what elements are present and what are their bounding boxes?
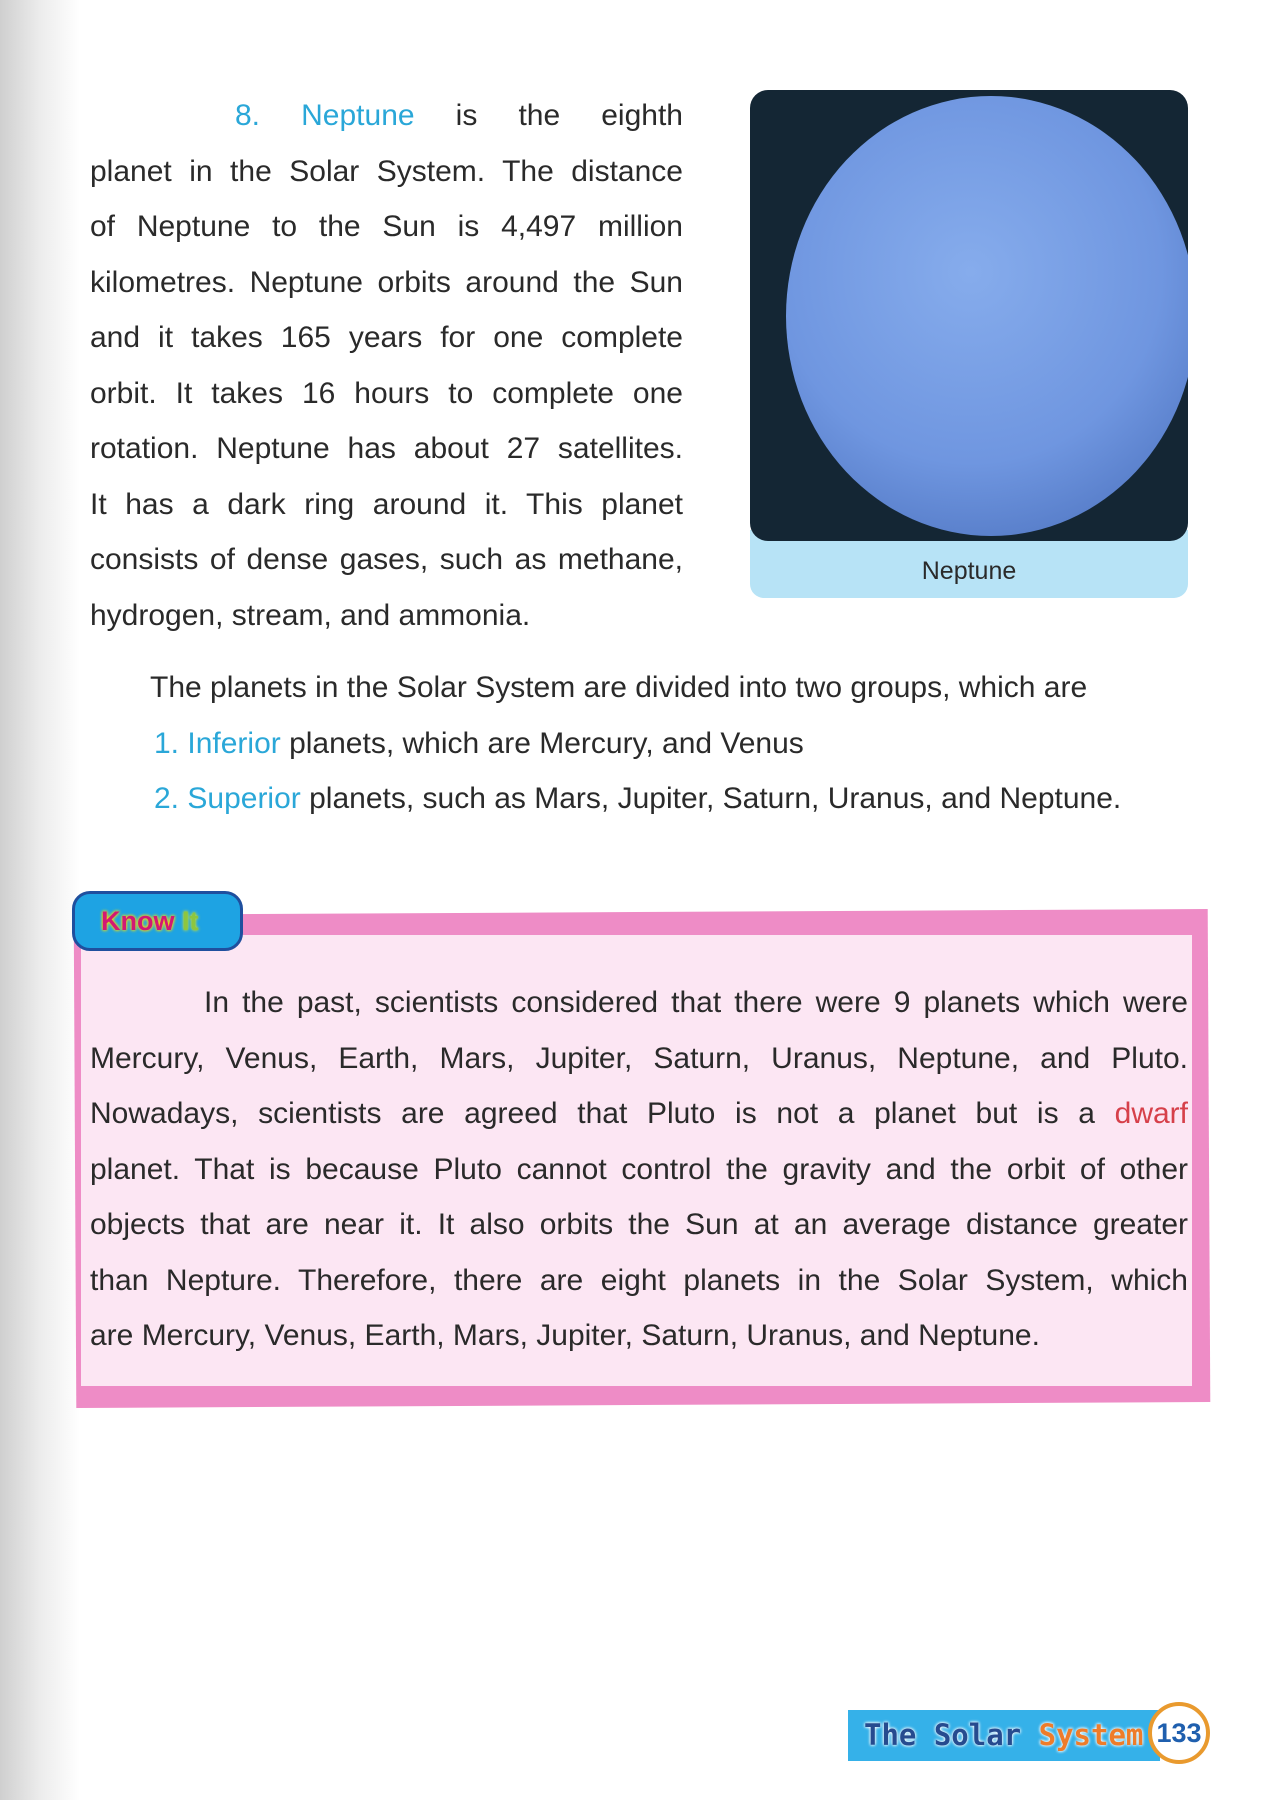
neptune-term: Neptune <box>301 99 415 132</box>
list-text: planets, which are Mercury, and Venus <box>280 726 804 760</box>
text-line: and it takes 165 years for one complete <box>90 321 683 354</box>
know-it-text <box>90 975 1188 1364</box>
dwarf-term: dwarf <box>1114 1097 1188 1130</box>
list-number: 1. <box>154 726 180 760</box>
text-line: consists of dense gases, such as methane, <box>90 543 683 576</box>
groups-intro: The planets in the Solar System are divided into two groups, which are <box>150 671 1088 704</box>
text-line: planet. That is because Pluto cannot control the gravity and the orbit of other <box>90 1152 1188 1186</box>
text-line: rotation. Neptune has about 27 satellites. <box>90 432 683 465</box>
text-line: of Neptune to the Sun is 4,497 million <box>90 210 683 243</box>
know-it-badge <box>72 891 243 951</box>
text-line: is the eighth <box>414 99 683 132</box>
page-number: 133 <box>1148 1702 1210 1764</box>
chapter-footer <box>848 1710 1160 1761</box>
text-line: than Nepture. Therefore, there are eight planets in the Solar System, which <box>90 1263 1188 1297</box>
text-line: It has a dark ring around it. This planet <box>90 487 683 521</box>
planet-groups <box>150 660 1121 827</box>
text-line: planet in the Solar System. The distance <box>90 154 683 188</box>
badge-it: It <box>182 906 199 936</box>
text-line: In the past, scientists considered that there were 9 planets which were <box>204 986 1188 1019</box>
list-term: Superior <box>187 782 301 815</box>
list-item <box>154 771 1121 827</box>
text-line: kilometres. Neptune orbits around the Sun <box>90 265 683 299</box>
item-number: 8. <box>235 99 261 132</box>
list-term: Inferior <box>187 726 281 760</box>
badge-know: Know <box>101 906 175 936</box>
page-edge-shadow <box>0 0 80 1800</box>
text-line: Nowadays, scientists are agreed that Pluto is not a planet but is a <box>90 1097 1115 1130</box>
text-line: orbit. It takes 16 hours to complete one <box>90 376 683 410</box>
list-number: 2. <box>154 782 180 815</box>
footer-title-a: The Solar <box>864 1718 1022 1752</box>
text-line: objects that are near it. It also orbits the Sun at an average distance greater <box>90 1208 1188 1241</box>
list-item <box>154 716 1121 772</box>
text-line: Mercury, Venus, Earth, Mars, Jupiter, Saturn, Uranus, Neptune, and Pluto. <box>90 1041 1188 1075</box>
neptune-paragraph <box>90 88 683 643</box>
footer-title-b: System <box>1038 1718 1144 1752</box>
text-line: hydrogen, stream, and ammonia. <box>90 598 531 632</box>
text-line: are Mercury, Venus, Earth, Mars, Jupiter, Saturn, Uranus, and Neptune. <box>90 1319 1040 1352</box>
neptune-planet-image <box>786 96 1188 536</box>
neptune-photo <box>750 90 1188 541</box>
image-caption: Neptune <box>750 530 1188 598</box>
list-text: planets, such as Mars, Jupiter, Saturn, Uranus, and Neptune. <box>300 782 1122 815</box>
